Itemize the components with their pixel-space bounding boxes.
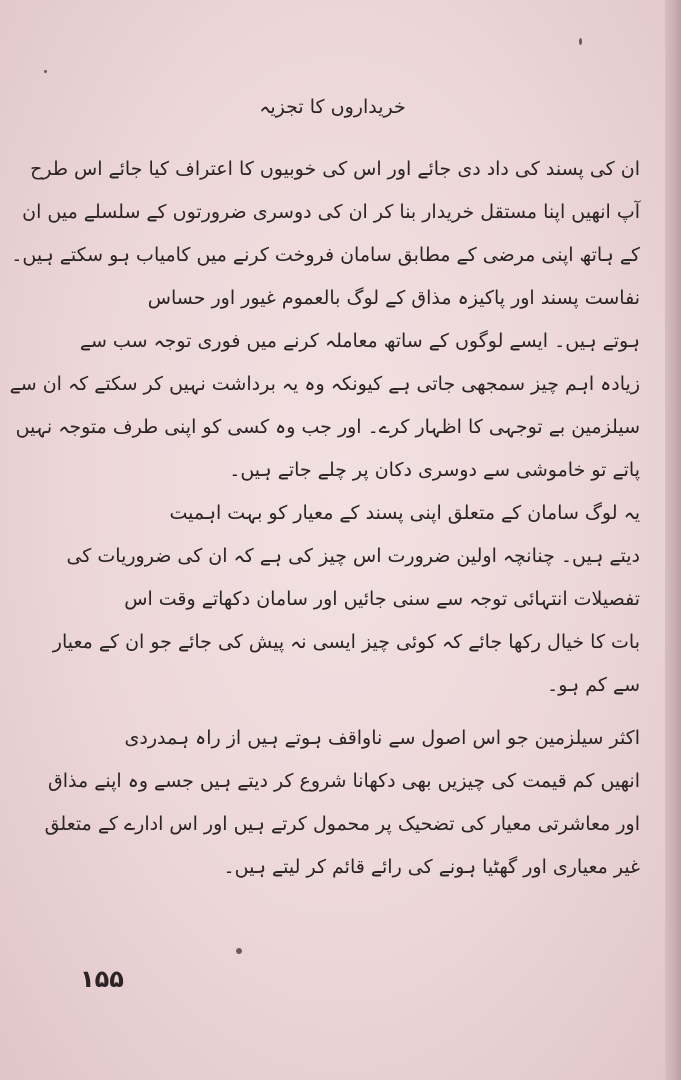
text-line: غیر معیاری اور گھٹیا ہونے کی رائے قائم کر لیتے ہیں۔ [223, 856, 640, 878]
text-line: تفصیلات انتہائی توجہ سے سنی جائیں اور سامان دکھاتے وقت اس [124, 588, 640, 610]
text-line: دیتے ہیں۔ چنانچہ اولین ضرورت اس چیز کی ہے کہ ان کی ضروریات کی [66, 545, 640, 567]
paragraph-gap [92, 707, 640, 717]
ink-speck [579, 38, 582, 45]
text-line: اکثر سیلزمین جو اس اصول سے ناواقف ہوتے ہیں از راہ ہمدردی [124, 727, 640, 749]
page-body [9, 148, 640, 889]
page-number: ۱۵۵ [80, 965, 124, 993]
running-title: خریداروں کا تجزیہ [259, 96, 406, 118]
text-line: پاتے تو خاموشی سے دوسری دکان پر چلے جاتے ہیں۔ [229, 459, 640, 481]
ink-speck [236, 948, 242, 954]
text-line: سیلزمین بے توجہی کا اظہار کرے۔ اور جب وہ کسی کو اپنی طرف متوجہ نہیں [15, 416, 640, 438]
text-line: زیادہ اہم چیز سمجھی جاتی ہے کیونکہ وہ یہ برداشت نہیں کر سکتے کہ ان سے [9, 373, 640, 395]
text-line: ہوتے ہیں۔ ایسے لوگوں کے ساتھ معاملہ کرنے میں فوری توجہ سب سے [79, 330, 640, 352]
ink-speck [44, 70, 47, 73]
text-line: سے کم ہو۔ [547, 674, 640, 696]
text-line: آپ انھیں اپنا مستقل خریدار بنا کر ان کی دوسری ضرورتوں کے سلسلے میں ان [22, 201, 640, 223]
text-line: اور معاشرتی معیار کی تضحیک پر محمول کرتے ہیں اور اس ادارے کے متعلق [44, 813, 640, 835]
text-line: بات کا خیال رکھا جائے کہ کوئی چیز ایسی نہ پیش کی جائے جو ان کے معیار [52, 631, 640, 653]
text-line: ان کی پسند کی داد دی جائے اور اس کی خوبیوں کا اعتراف کیا جائے اس طرح [30, 158, 640, 180]
page-edge [665, 0, 681, 1080]
text-line: یہ لوگ سامان کے متعلق اپنی پسند کے معیار کو بہت اہمیت [169, 502, 640, 524]
text-line: نفاست پسند اور پاکیزہ مذاق کے لوگ بالعموم غیور اور حساس [147, 287, 640, 309]
text-line: کے ہاتھ اپنی مرضی کے مطابق سامان فروخت کرنے میں کامیاب ہو سکتے ہیں۔ [11, 244, 640, 266]
text-line: انھیں کم قیمت کی چیزیں بھی دکھانا شروع کر دیتے ہیں جسے وہ اپنے مذاق [48, 770, 640, 792]
